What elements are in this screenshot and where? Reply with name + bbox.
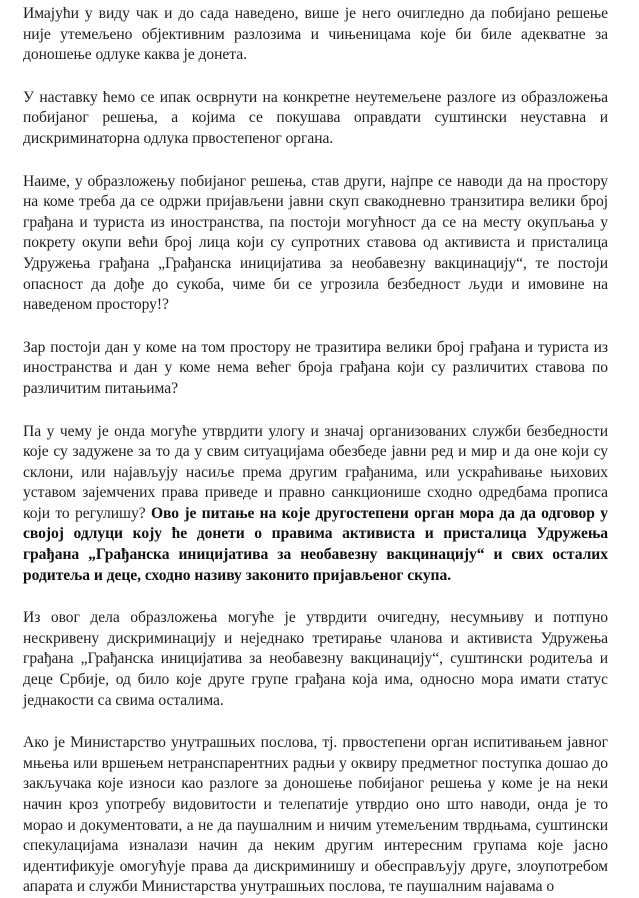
paragraph-7 — [23, 733, 608, 898]
paragraph-6 — [23, 608, 608, 711]
paragraph-text: Па у чему је онда могуће утврдити улогу и значај организованих служби безбедности које су задужене за то да у свим ситуацијама обезбеде јавни ред и мир и да оне који су склони, или најављују насиље према другим грађанима, или ускраћивање њихових уставом зајемчених права приведе и правно санкционише сходно одредбама прописа који то регулишу? — [23, 422, 608, 522]
paragraph-5 — [23, 422, 608, 587]
paragraph-4 — [23, 338, 608, 400]
paragraph-text: Ако је Министарство унутрашњих послова, тј. првостепени орган испитивањем јавног мњења или вршењем нетранспарентних радњи у оквиру предметног поступка дошао до закључака које износи као разлоге за доношење побијаног решења у коме је на неки начин кроз употребу видовитости и телепатије утврдио оно што наводи, онда је то морао и документовати, а не да паушалним и ничим утемељеним тврдњама, суштински спекулацијама изналази начин да неким другим интересним групама које јасно идентификује омогућује права да дискриминишу и обесправљују друге, злоупотребом апарата и служби Министарства унутрашњих послова, те паушалним најавама о — [23, 734, 608, 896]
paragraph-1 — [23, 4, 608, 66]
paragraph-2 — [23, 88, 608, 150]
paragraph-3 — [23, 172, 608, 316]
paragraph-text: Наиме, у образложењу побијаног решења, став други, најпре се наводи да на простору на коме треба да се одржи пријављени јавни скуп свакодневно транзитира велики број грађана и туриста из иностранства, па постоји могућност да се на месту окупљања у покрету окупи већи број лица који су супротних ставова од активиста и присталица Удружења грађана „Грађанска иницијатива за необавезну вакцинацију“, те постоји опасност да дође до сукоба, чиме би се угрозила безбедност људи и имовине на наведеном простору!? — [23, 172, 608, 314]
paragraph-bold-text: Ово је питање на које другостепени орган мора да да одговор у својој одлуци коју ће донети о правима активиста и присталица Удружења грађана „Грађанска иницијатива за необавезну вакцинацију“ и свих осталих родитеља и деце, сходно називу законито пријављеног скупа. — [23, 504, 608, 584]
paragraph-text: Имајући у виду чак и до сада наведено, више је него очигледно да побијано решење није утемељено објективним разлозима и чињеницама које би биле адекватне за доношење одлуке каква је донета. — [23, 5, 608, 64]
paragraph-text: У наставку ћемо се ипак осврнути на конкретне неутемељене разлоге из образложења побијаног решења, а којима се покушава оправдати суштински неуставна и дискриминаторна одлука првостепеног органа. — [23, 88, 608, 147]
paragraph-text: Зар постоји дан у коме на том простору не тразитира велики број грађана и туриста из иностранства и дан у коме нема већег броја грађана који су различитих ставова по различитим питањима? — [23, 338, 608, 397]
paragraph-text: Из овог дела образложења могуће је утврдити очигедну, несумњиву и потпуно нескривену дискриминацију и неједнако третирање чланова и активиста Удружења грађана „Грађанска иницијатива за необавезну вакцинацију“, суштински родитеља и деце Србије, од било које друге групе грађана која има, односно мора имати статус једнакости са свима осталима. — [23, 609, 608, 709]
document-page — [23, 4, 608, 898]
